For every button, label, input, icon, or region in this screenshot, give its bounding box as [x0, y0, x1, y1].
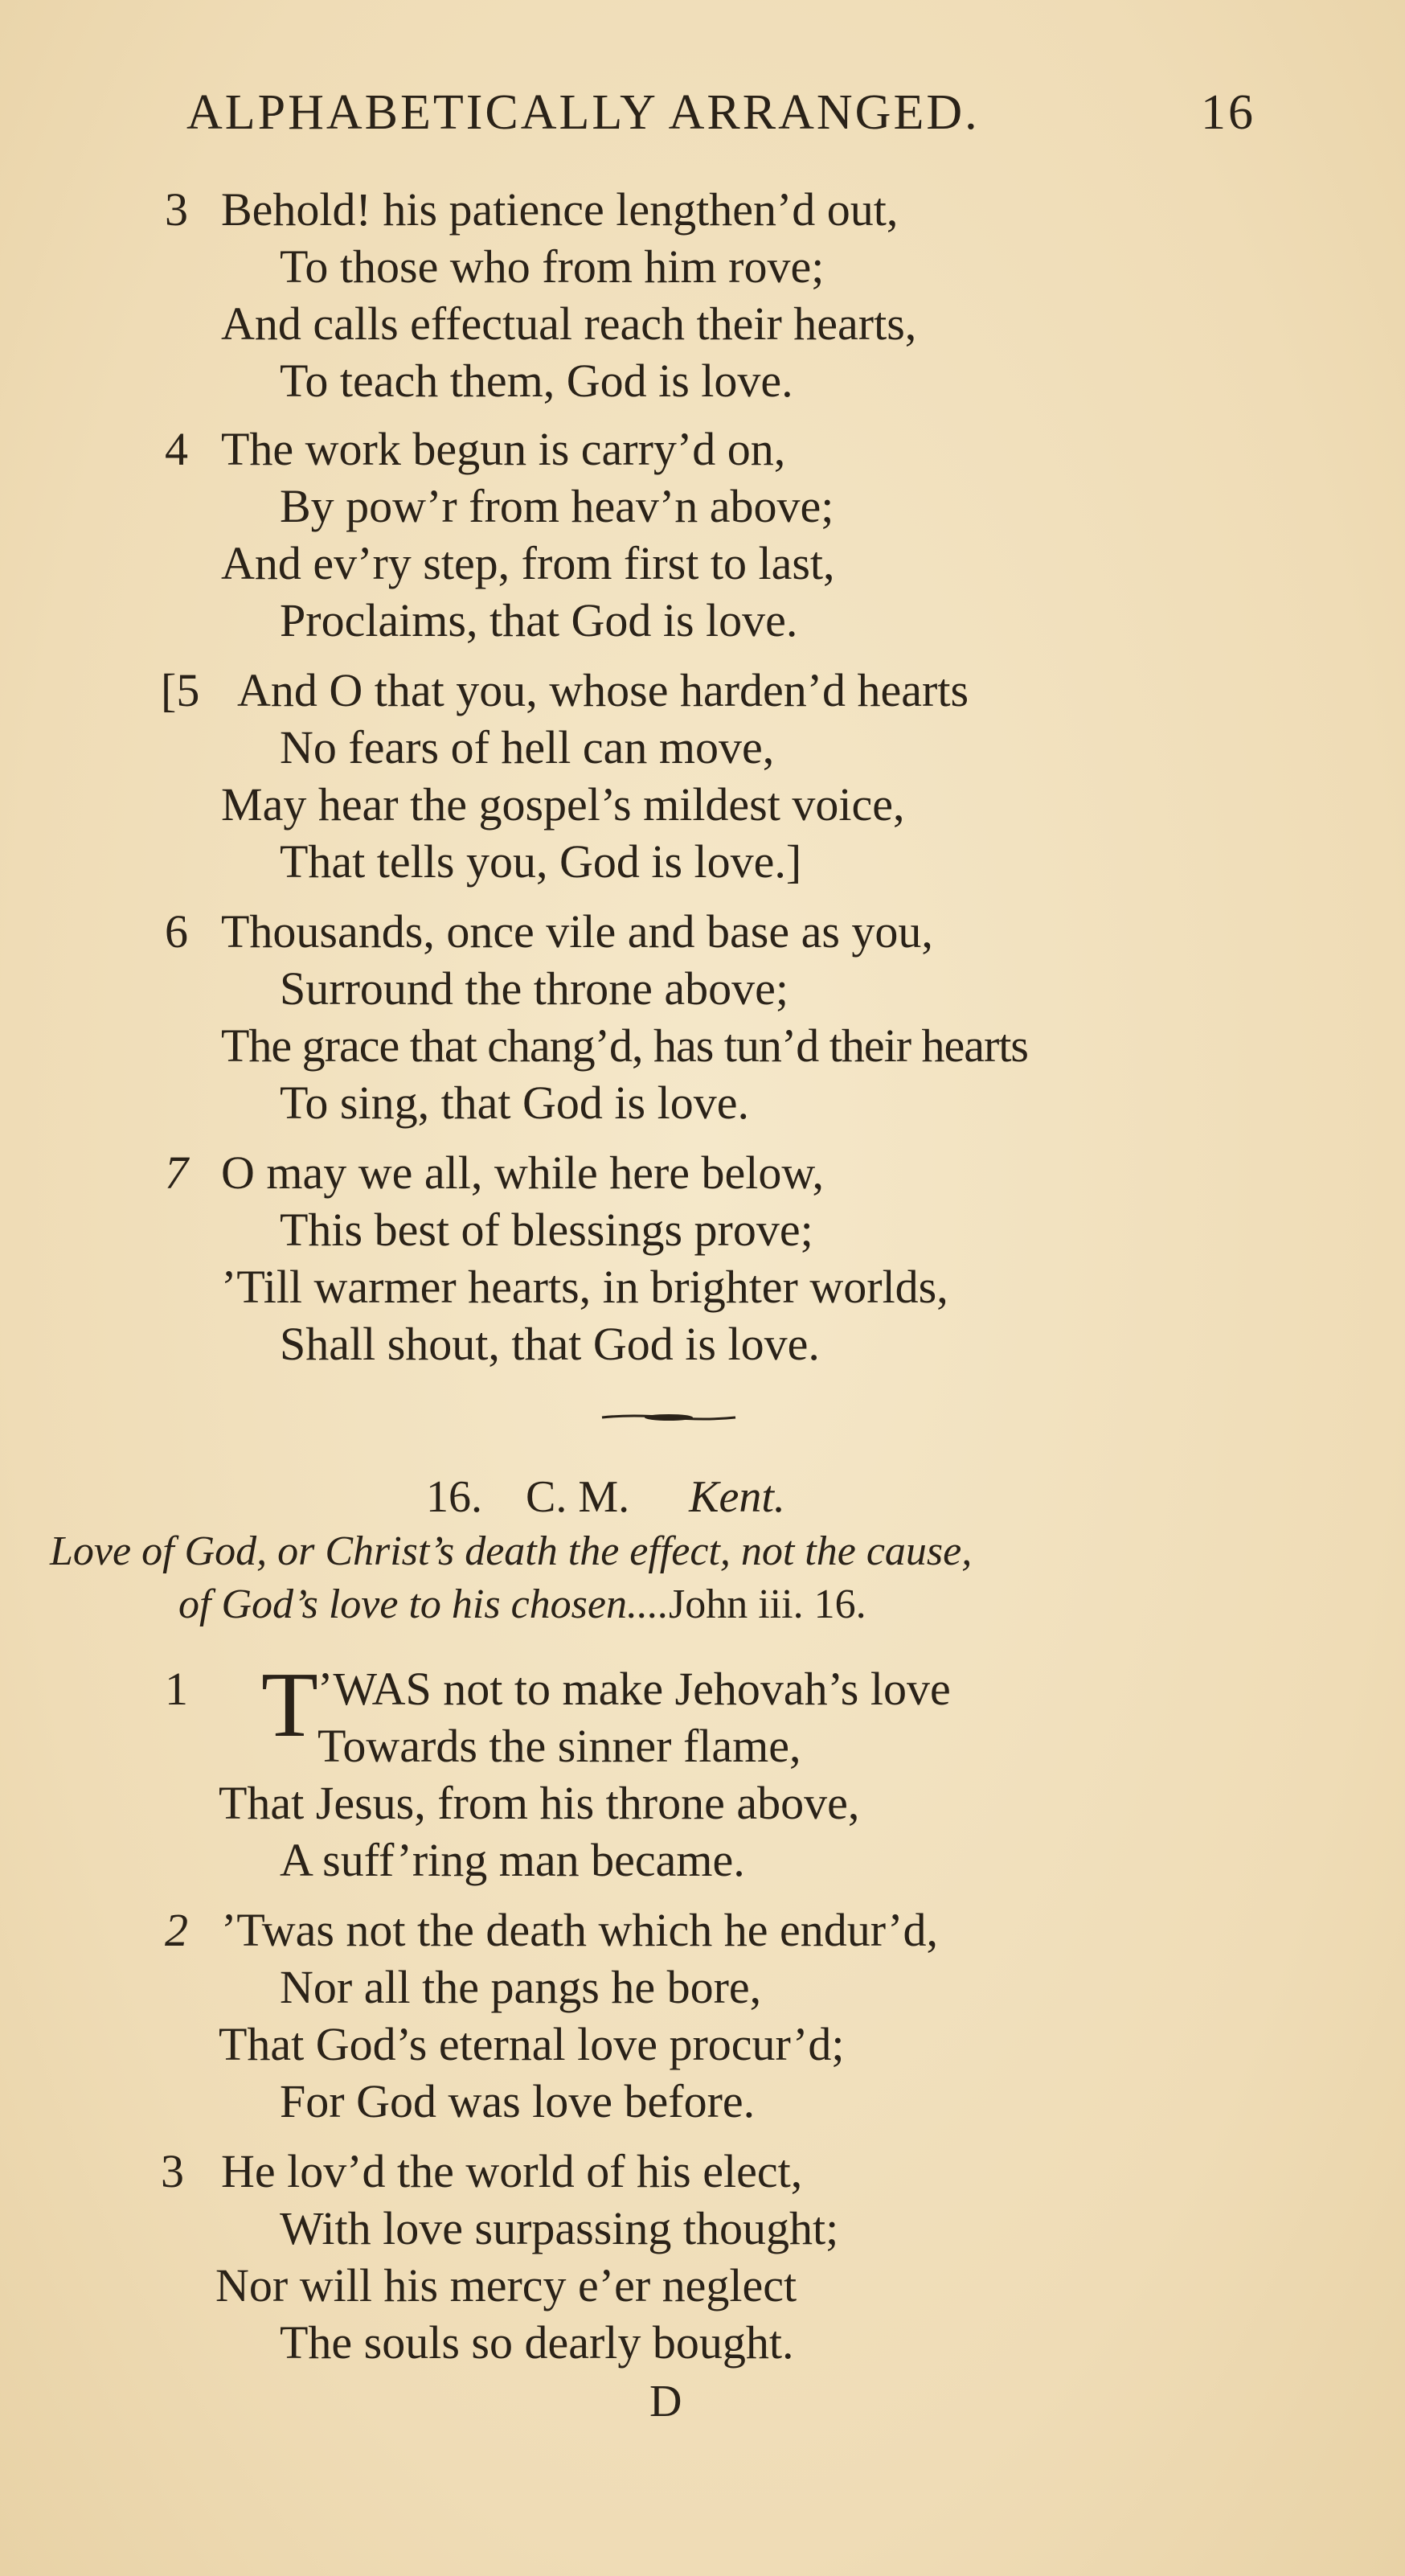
verse-line: Surround the throne above; — [280, 962, 789, 1015]
verse-line: Shall shout, that God is love. — [280, 1318, 820, 1370]
verse-number: 6 — [165, 905, 188, 958]
verse-line: For God was love before. — [280, 2075, 756, 2127]
verse-number: 1 — [165, 1663, 188, 1715]
verse-line: Nor all the pangs he bore, — [280, 1961, 762, 2013]
verse-number: 4 — [165, 423, 188, 475]
verse-line: By pow’r from heav’n above; — [280, 480, 834, 532]
verse-line: That God’s eternal love procur’d; — [219, 2018, 845, 2070]
verse-line: Towards the sinner flame, — [317, 1720, 801, 1772]
verse-line: That Jesus, from his throne above, — [219, 1777, 860, 1829]
verse-line: He lov’d the world of his elect, — [221, 2145, 803, 2197]
verse-line: A suff’ring man became. — [280, 1834, 745, 1886]
hymn-16-subtitle-line1: Love of God, or Christ’s death the effect, not the cause, — [50, 1528, 973, 1574]
verse-line: That tells you, God is love.] — [280, 835, 802, 888]
verse-number: 3 — [165, 183, 188, 236]
verse-number: 2 — [165, 1904, 188, 1956]
verse-line: The grace that chang’d, has tun’d their hearts — [221, 1019, 1029, 1072]
verse-line: ’WAS not to make Jehovah’s love — [317, 1663, 951, 1715]
hymn-number: 16. — [426, 1472, 482, 1522]
verse-line: Behold! his patience lengthen’d out, — [221, 183, 899, 236]
verse-line: Thousands, once vile and base as you, — [221, 905, 933, 958]
running-title: ALPHABETICALLY ARRANGED. — [186, 85, 980, 140]
hymn-16-heading — [426, 1471, 785, 1523]
verse-line: May hear the gospel’s mildest voice, — [221, 778, 905, 831]
hymn-meter: C. M. — [526, 1472, 630, 1522]
verse-line: To sing, that God is love. — [280, 1077, 749, 1129]
verse-number: 7 — [165, 1146, 188, 1199]
verse-line: ’Twas not the death which he endur’d, — [221, 1904, 938, 1956]
verse-line: The work begun is carry’d on, — [221, 423, 786, 475]
verse-number: 3 — [161, 2145, 184, 2197]
verse-line: No fears of hell can move, — [280, 721, 775, 773]
scripture-reference: John iii. 16. — [668, 1581, 866, 1627]
verse-number: [5 — [161, 664, 200, 716]
page-number: 16 — [1201, 85, 1255, 140]
signature-mark: D — [649, 2377, 682, 2426]
hymn-16-subtitle-line2 — [178, 1581, 866, 1628]
verse-line: With love surpassing thought; — [280, 2202, 839, 2254]
subtitle-text: of God’s love to his chosen.... — [178, 1581, 669, 1627]
verse-line: Proclaims, that God is love. — [280, 594, 798, 646]
verse-line: Nor will his mercy e’er neglect — [215, 2259, 797, 2311]
section-divider-ornament — [600, 1413, 737, 1421]
verse-line: This best of blessings prove; — [280, 1204, 813, 1256]
verse-line: ’Till warmer hearts, in brighter worlds, — [221, 1261, 948, 1313]
verse-line: And O that you, whose harden’d hearts — [237, 664, 969, 716]
verse-line: O may we all, while here below, — [221, 1146, 824, 1199]
verse-line: To those who from him rove; — [280, 240, 825, 293]
hymn-tune: Kent. — [689, 1472, 785, 1522]
drop-cap: T — [261, 1654, 318, 1757]
running-header — [186, 84, 1255, 142]
verse-line: To teach them, God is love. — [280, 355, 793, 407]
verse-line: The souls so dearly bought. — [280, 2316, 794, 2369]
verse-line: And ev’ry step, from first to last, — [221, 537, 835, 589]
verse-line: And calls effectual reach their hearts, — [221, 297, 917, 350]
